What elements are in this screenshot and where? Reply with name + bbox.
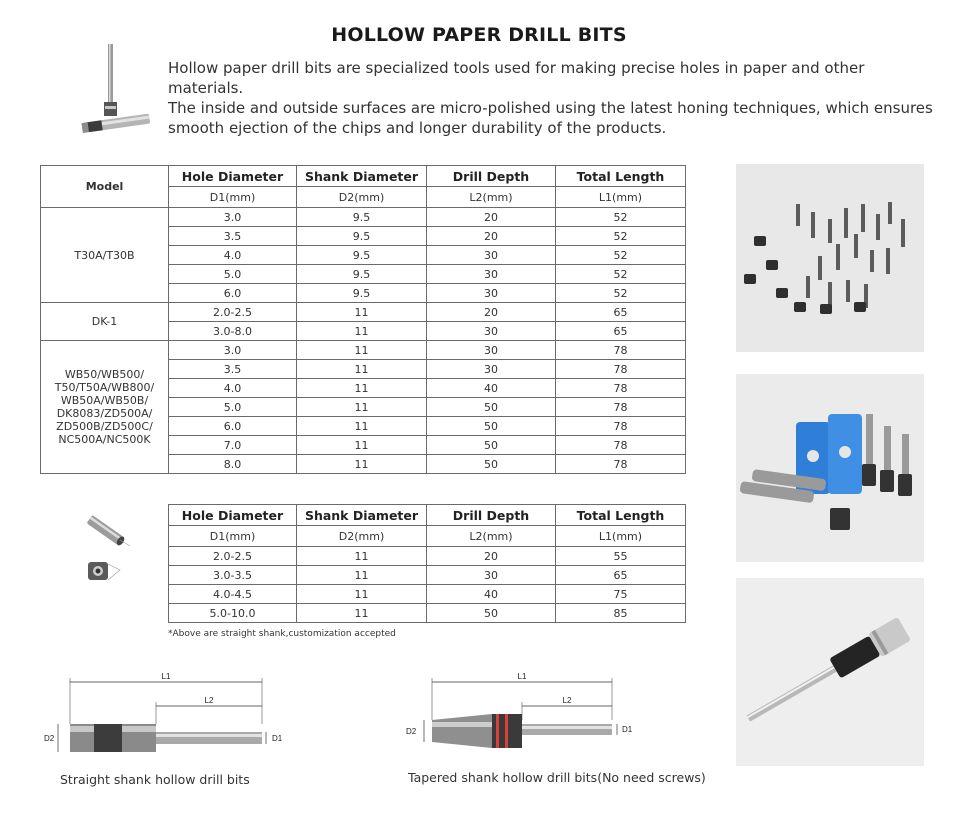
label-l2: L2 (204, 696, 214, 705)
drill-depth-cell: 30 (427, 360, 556, 379)
header-hole-diameter: Hole Diameter (169, 505, 297, 526)
drill-bit-end-icons (80, 510, 140, 595)
drill-depth-cell: 30 (427, 284, 556, 303)
hole-diameter-cell: 4.0 (169, 379, 297, 398)
tapered-shank-diagram (400, 668, 640, 758)
label-d2: D2 (44, 734, 55, 743)
header-drill-depth: Drill Depth (427, 166, 556, 187)
drill-depth-cell: 30 (427, 265, 556, 284)
intro-line-2: The inside and outside surfaces are micro-polished using the latest honing techniques, which ensures (168, 99, 933, 117)
intro-line-3: smooth ejection of the chips and longer durability of the products. (168, 119, 667, 137)
product-photo-single (736, 578, 924, 766)
header-total-length: Total Length (556, 505, 686, 526)
intro-text (168, 58, 943, 138)
drill-depth-cell: 50 (427, 455, 556, 474)
shank-diameter-cell: 11 (297, 547, 427, 566)
hole-diameter-cell: 3.0-8.0 (169, 322, 297, 341)
page-title: HOLLOW PAPER DRILL BITS (331, 24, 627, 46)
shank-diameter-cell: 11 (297, 455, 427, 474)
shank-diameter-cell: 9.5 (297, 208, 427, 227)
table-row (169, 566, 686, 585)
total-length-cell: 52 (556, 265, 686, 284)
header-hole-diameter: Hole Diameter (169, 166, 297, 187)
header-l2: L2(mm) (427, 187, 556, 208)
header-drill-depth: Drill Depth (427, 505, 556, 526)
shank-diameter-cell: 9.5 (297, 227, 427, 246)
hole-diameter-cell: 6.0 (169, 417, 297, 436)
model-cell (41, 341, 169, 474)
shank-diameter-cell: 11 (297, 303, 427, 322)
total-length-cell: 78 (556, 341, 686, 360)
hole-diameter-cell: 8.0 (169, 455, 297, 474)
total-length-cell: 78 (556, 417, 686, 436)
intro-line-1: Hollow paper drill bits are specialized tools used for making precise holes in paper and other materials. (168, 59, 865, 97)
hole-diameter-cell: 5.0-10.0 (169, 604, 297, 623)
shank-diameter-cell: 9.5 (297, 246, 427, 265)
total-length-cell: 55 (556, 547, 686, 566)
shank-diameter-cell: 11 (297, 417, 427, 436)
shank-diameter-cell: 11 (297, 566, 427, 585)
total-length-cell: 78 (556, 455, 686, 474)
header-d1: D1(mm) (169, 187, 297, 208)
hole-diameter-cell: 4.0-4.5 (169, 585, 297, 604)
hole-diameter-cell: 5.0 (169, 265, 297, 284)
header-shank-diameter: Shank Diameter (297, 505, 427, 526)
table-row (41, 208, 686, 227)
label-l2: L2 (562, 696, 572, 705)
shank-diameter-cell: 9.5 (297, 284, 427, 303)
hole-diameter-cell: 7.0 (169, 436, 297, 455)
product-photo-packaged (736, 374, 924, 562)
straight-shank-caption: Straight shank hollow drill bits (60, 772, 250, 787)
table-row (169, 547, 686, 566)
header-l1: L1(mm) (556, 187, 686, 208)
model-name-line: T50/T50A/WB800/ (54, 381, 155, 394)
drill-depth-cell: 20 (427, 208, 556, 227)
total-length-cell: 52 (556, 246, 686, 265)
total-length-cell: 85 (556, 604, 686, 623)
footnote: *Above are straight shank,customization accepted (168, 629, 396, 639)
shank-diameter-cell: 11 (297, 360, 427, 379)
header-model: Model (41, 166, 169, 208)
label-l1: L1 (161, 672, 171, 681)
model-cell (41, 303, 169, 341)
tapered-shank-caption: Tapered shank hollow drill bits(No need screws) (408, 770, 706, 785)
shank-diameter-cell: 11 (297, 322, 427, 341)
hole-diameter-cell: 2.0-2.5 (169, 547, 297, 566)
model-name-line: DK-1 (91, 315, 118, 328)
hole-diameter-cell: 3.0 (169, 208, 297, 227)
total-length-cell: 78 (556, 398, 686, 417)
drill-depth-cell: 20 (427, 547, 556, 566)
header-l2: L2(mm) (427, 526, 556, 547)
hole-diameter-cell: 3.0-3.5 (169, 566, 297, 585)
hole-diameter-cell: 3.5 (169, 360, 297, 379)
total-length-cell: 65 (556, 322, 686, 341)
shank-diameter-cell: 11 (297, 398, 427, 417)
drill-depth-cell: 50 (427, 417, 556, 436)
header-total-length: Total Length (556, 166, 686, 187)
model-cell (41, 208, 169, 303)
shank-diameter-cell: 11 (297, 341, 427, 360)
shank-diameter-cell: 9.5 (297, 265, 427, 284)
label-d1: D1 (272, 734, 283, 743)
total-length-cell: 52 (556, 227, 686, 246)
header-d2: D2(mm) (297, 526, 427, 547)
label-d2: D2 (406, 727, 417, 736)
hole-diameter-cell: 5.0 (169, 398, 297, 417)
total-length-cell: 65 (556, 566, 686, 585)
drill-depth-cell: 20 (427, 227, 556, 246)
total-length-cell: 78 (556, 436, 686, 455)
hole-diameter-cell: 3.0 (169, 341, 297, 360)
shank-diameter-cell: 11 (297, 585, 427, 604)
drill-bit-image (78, 44, 150, 144)
hole-diameter-cell: 4.0 (169, 246, 297, 265)
model-name-line: DK8083/ZD500A/ (56, 407, 153, 420)
drill-depth-cell: 40 (427, 379, 556, 398)
hole-diameter-cell: 3.5 (169, 227, 297, 246)
total-length-cell: 52 (556, 208, 686, 227)
drill-depth-cell: 50 (427, 604, 556, 623)
hole-diameter-cell: 2.0-2.5 (169, 303, 297, 322)
hole-diameter-cell: 6.0 (169, 284, 297, 303)
model-name-line: NC500A/NC500K (58, 433, 151, 446)
drill-depth-cell: 50 (427, 398, 556, 417)
table-row (41, 341, 686, 360)
drill-depth-cell: 30 (427, 566, 556, 585)
drill-depth-cell: 30 (427, 246, 556, 265)
total-length-cell: 75 (556, 585, 686, 604)
straight-shank-diagram (42, 658, 292, 758)
table-row (169, 585, 686, 604)
label-d1: D1 (622, 725, 633, 734)
label-l1: L1 (517, 672, 527, 681)
total-length-cell: 78 (556, 360, 686, 379)
spec-table-custom (168, 504, 686, 623)
total-length-cell: 52 (556, 284, 686, 303)
model-name-line: WB50A/WB50B/ (60, 394, 149, 407)
header-d1: D1(mm) (169, 526, 297, 547)
model-name-line: T30A/T30B (74, 248, 135, 262)
product-photo-assortment (736, 164, 924, 352)
shank-diameter-cell: 11 (297, 379, 427, 398)
total-length-cell: 78 (556, 379, 686, 398)
drill-depth-cell: 30 (427, 341, 556, 360)
header-shank-diameter: Shank Diameter (297, 166, 427, 187)
drill-depth-cell: 40 (427, 585, 556, 604)
drill-depth-cell: 50 (427, 436, 556, 455)
total-length-cell: 65 (556, 303, 686, 322)
table-row (41, 303, 686, 322)
shank-diameter-cell: 11 (297, 436, 427, 455)
spec-table-models (40, 165, 686, 474)
header-l1: L1(mm) (556, 526, 686, 547)
drill-depth-cell: 30 (427, 322, 556, 341)
model-name-line: WB50/WB500/ (64, 368, 145, 381)
model-name-line: ZD500B/ZD500C/ (56, 420, 153, 433)
header-d2: D2(mm) (297, 187, 427, 208)
drill-depth-cell: 20 (427, 303, 556, 322)
table-row (169, 604, 686, 623)
shank-diameter-cell: 11 (297, 604, 427, 623)
